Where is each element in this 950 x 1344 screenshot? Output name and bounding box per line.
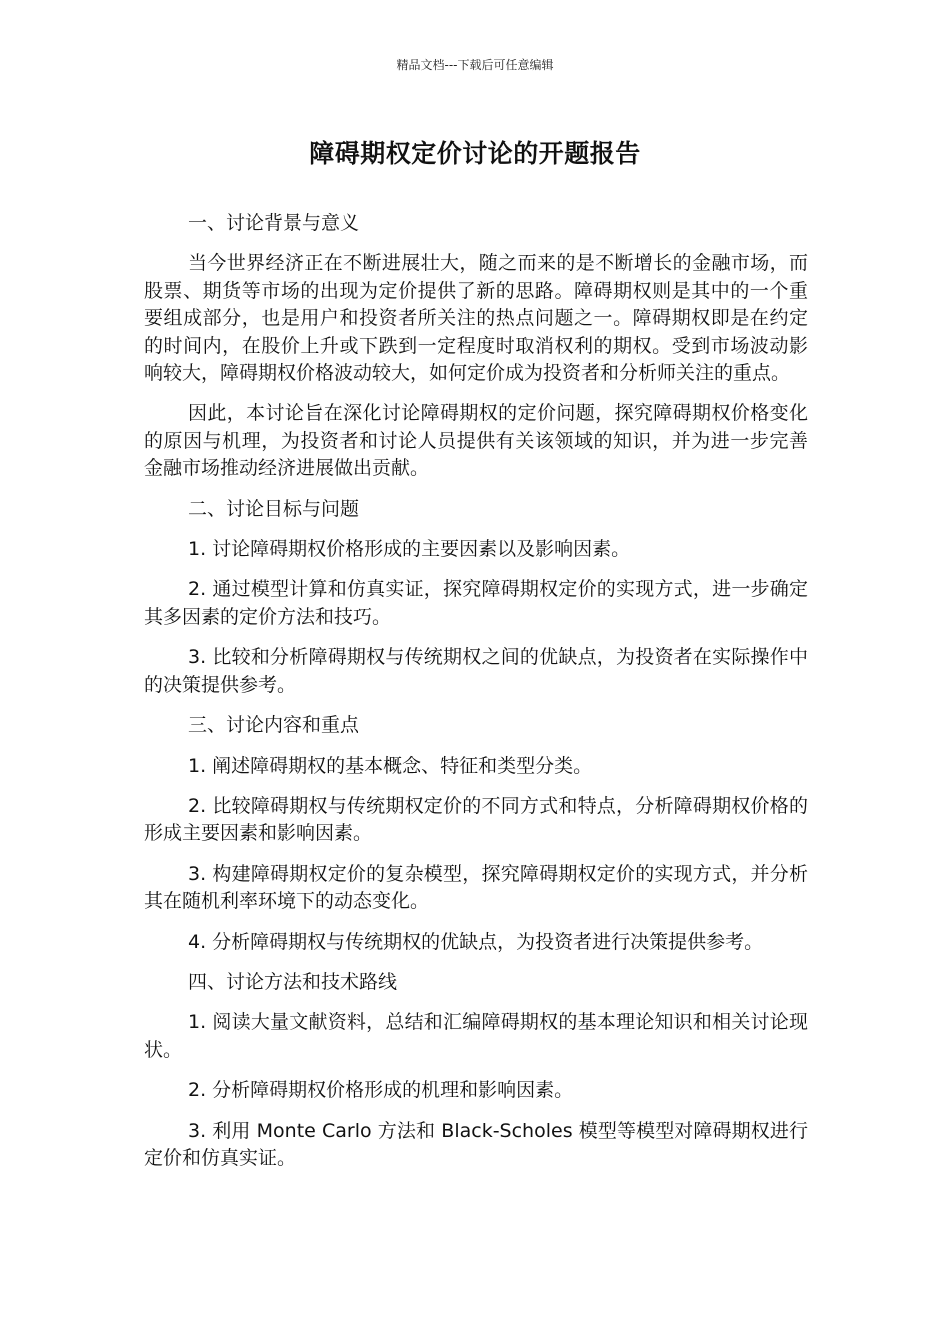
page-header: 精品文档---下载后可任意编辑 bbox=[396, 58, 554, 72]
document-title: 障碍期权定价讨论的开题报告 bbox=[309, 139, 641, 168]
paragraph-goals-1: 1. 讨论障碍期权价格形成的主要因素以及影响因素。 bbox=[188, 538, 631, 561]
paragraph-content-3: 3. 构建障碍期权定价的复杂模型，探究障碍期权定价的实现方式，并分析其在随机利率环境下的动态变化。 bbox=[144, 862, 808, 913]
paragraph-goals-3: 3. 比较和分析障碍期权与传统期权之间的优缺点，为投资者在实际操作中的决策提供参考。 bbox=[144, 646, 808, 696]
document-body bbox=[144, 210, 808, 1185]
paragraph-methods-3: 3. 利用 Monte Carlo 方法和 Black-Scholes 模型等模型对障碍期权进行定价和仿真实证。 bbox=[144, 1119, 808, 1169]
paragraph-goals-2: 2. 通过模型计算和仿真实证，探究障碍期权定价的实现方式，进一步确定其多因素的定价方法和技巧。 bbox=[144, 578, 808, 628]
paragraph-methods-2: 2. 分析障碍期权价格形成的机理和影响因素。 bbox=[188, 1079, 574, 1102]
section-heading-background: 一、讨论背景与意义 bbox=[188, 212, 360, 234]
paragraph-content-4: 4. 分析障碍期权与传统期权的优缺点，为投资者进行决策提供参考。 bbox=[188, 930, 764, 953]
section-heading-methods: 四、讨论方法和技术路线 bbox=[188, 970, 398, 993]
section-heading-content: 三、讨论内容和重点 bbox=[188, 714, 360, 737]
paragraph-methods-1: 1. 阅读大量文献资料，总结和汇编障碍期权的基本理论知识和相关讨论现状。 bbox=[144, 1011, 808, 1061]
paragraph-content-2: 2. 比较障碍期权与传统期权定价的不同方式和特点，分析障碍期权价格的形成主要因素和影响因素。 bbox=[144, 794, 808, 845]
paragraph-background-1: 当今世界经济正在不断进展壮大，随之而来的是不断增长的金融市场，而股票、期货等市场的出现为定价提供了新的思路。障碍期权则是其中的一个重要组成部分，也是用户和投资者所关注的热点问题之一。障碍期权即是在约定的时间内，在股价上升或下跌到一定程度时取消权利的期权。受到市场波动影响较大，障碍期权价格波动较大，如何定价成为投资者和分析师关注的重点。 bbox=[144, 252, 808, 385]
paragraph-background-2: 因此，本讨论旨在深化讨论障碍期权的定价问题，探究障碍期权价格变化的原因与机理，为投资者和讨论人员提供有关该领域的知识，并为进一步完善金融市场推动经济进展做出贡献。 bbox=[144, 402, 808, 480]
section-heading-goals: 二、讨论目标与问题 bbox=[188, 497, 360, 520]
paragraph-content-1: 1. 阐述障碍期权的基本概念、特征和类型分类。 bbox=[188, 754, 593, 777]
